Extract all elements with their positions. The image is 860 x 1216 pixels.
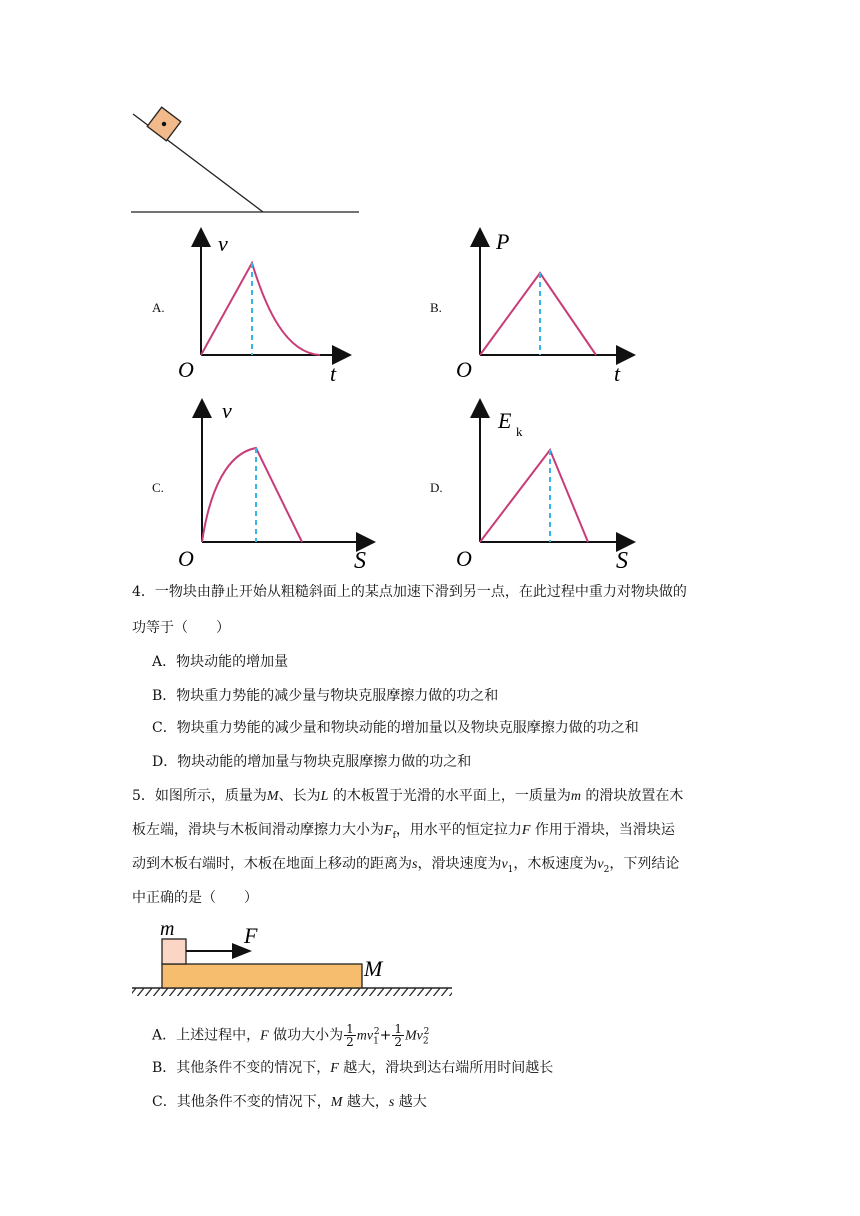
- q5-option-a: A．上述过程中，F 做功大小为 $\frac{1}{2}$ $mv_1^2+$ $\frac{1}{2}$ $Mv_2^2$: [152, 1022, 430, 1050]
- graph-d: [450, 398, 650, 573]
- fig-label-F: F: [244, 923, 258, 948]
- graph-d-x-label: S: [616, 548, 628, 573]
- graph-b: [450, 225, 650, 385]
- graph-c: [170, 398, 390, 573]
- graph-d-label: D.: [430, 480, 443, 495]
- graph-c-label: C.: [152, 480, 164, 495]
- graph-d-origin: O: [456, 546, 472, 571]
- q4-line1: 4．一物块由静止开始从粗糙斜面上的某点加速下滑到另一点，在此过程中重力对物块做的: [132, 584, 687, 600]
- slider-block-m: [162, 939, 186, 964]
- graph-c-x-label: S: [354, 548, 366, 573]
- sliding-block: [147, 107, 181, 141]
- plank-M: [162, 964, 362, 988]
- graph-b-origin: O: [456, 357, 472, 382]
- q4-option-d: D．物块动能的增加量与物块克服摩擦力做的功之和: [152, 754, 472, 770]
- graph-a-curve: [201, 263, 320, 355]
- graph-a-origin: O: [178, 357, 194, 382]
- plank-figure: [128, 918, 458, 1000]
- graph-a-x-label: t: [330, 361, 337, 385]
- incline-figure: [125, 100, 365, 220]
- fig-label-M: M: [364, 956, 383, 981]
- graph-a: [170, 225, 370, 385]
- fig-label-m: m: [160, 918, 175, 940]
- graph-a-y-label: v: [218, 231, 228, 256]
- q4-option-c: C．物块重力势能的减少量和物块动能的增加量以及物块克服摩擦力做的功之和: [152, 720, 639, 736]
- graph-d-y-label: E: [498, 408, 512, 433]
- graph-b-y-label: P: [496, 229, 510, 254]
- q5-line3: 动到木板右端时，木板在地面上移动的距离为s，滑块速度为$v_1$，木板速度为$v_2$，下列结论: [132, 856, 680, 875]
- graph-d-y-sub: k: [516, 424, 523, 439]
- graph-c-y-label: v: [222, 398, 232, 423]
- q5-line1: 5．如图所示，质量为M、长为L 的木板置于光滑的水平面上，一质量为m 的滑块放置在木: [132, 788, 684, 804]
- graph-b-curve: [480, 273, 596, 355]
- q5-line2: 板左端，滑块与木板间滑动摩擦力大小为$F_f$，用水平的恒定拉力F 作用于滑块，当滑块运: [132, 822, 675, 841]
- graph-d-curve: [480, 450, 588, 542]
- graph-a-label: A.: [152, 300, 165, 315]
- q5-option-c: C．其他条件不变的情况下，M 越大，s 越大: [152, 1094, 427, 1110]
- graph-c-curve: [202, 448, 302, 542]
- q5-option-b: B．其他条件不变的情况下，F 越大，滑块到达右端所用时间越长: [152, 1060, 554, 1076]
- graph-b-x-label: t: [614, 361, 621, 385]
- q4-option-a: A．物块动能的增加量: [152, 654, 289, 670]
- q4-line2: 功等于（ ）: [132, 620, 230, 636]
- graph-c-origin: O: [178, 546, 194, 571]
- graph-b-label: B.: [430, 300, 442, 315]
- q4-option-b: B．物块重力势能的减少量与物块克服摩擦力做的功之和: [152, 688, 499, 704]
- q5-line4: 中正确的是（ ）: [132, 890, 258, 906]
